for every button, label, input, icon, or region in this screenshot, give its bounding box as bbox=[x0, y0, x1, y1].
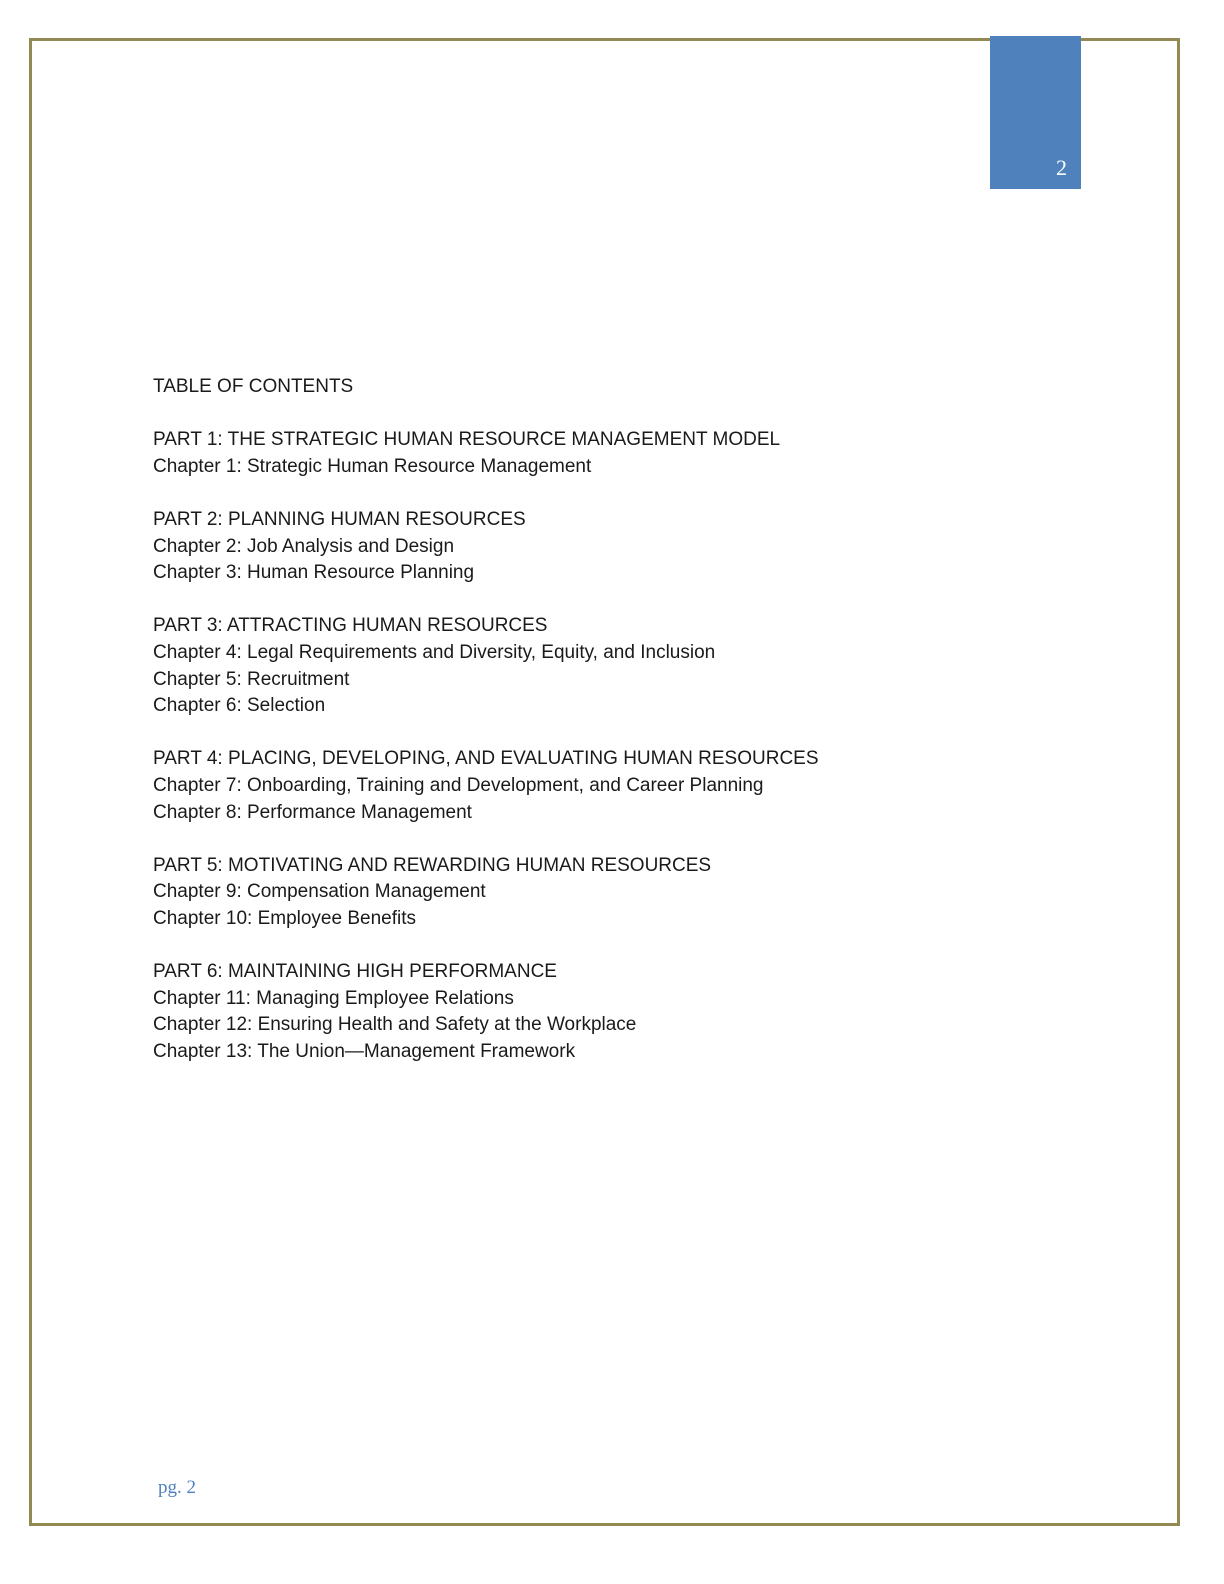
chapter-entry: Chapter 1: Strategic Human Resource Management bbox=[153, 455, 592, 477]
toc-part-4 bbox=[153, 746, 973, 826]
toc-part-6 bbox=[153, 959, 973, 1065]
page-number-tab bbox=[990, 36, 1081, 189]
chapter-entry: Chapter 3: Human Resource Planning bbox=[153, 562, 475, 584]
toc-title: TABLE OF CONTENTS bbox=[153, 376, 354, 397]
part-title: PART 3: ATTRACTING HUMAN RESOURCES bbox=[153, 615, 548, 637]
chapter-entry: Chapter 12: Ensuring Health and Safety at the Workplace bbox=[153, 1014, 637, 1036]
toc-part-3 bbox=[153, 613, 973, 719]
chapter-entry: Chapter 2: Job Analysis and Design bbox=[153, 535, 455, 557]
footer-page-label: pg. 2 bbox=[158, 1477, 196, 1498]
chapter-entry: Chapter 7: Onboarding, Training and Development, and Career Planning bbox=[153, 774, 764, 796]
chapter-entry: Chapter 5: Recruitment bbox=[153, 668, 350, 690]
header-page-number: 2 bbox=[1056, 155, 1067, 180]
toc-part-5 bbox=[153, 853, 973, 933]
table-of-contents bbox=[153, 374, 973, 1092]
part-title: PART 2: PLANNING HUMAN RESOURCES bbox=[153, 508, 526, 530]
toc-part-1 bbox=[153, 427, 973, 480]
chapter-entry: Chapter 9: Compensation Management bbox=[153, 881, 486, 903]
chapter-entry: Chapter 6: Selection bbox=[153, 695, 326, 717]
chapter-entry: Chapter 13: The Union—Management Framework bbox=[153, 1040, 576, 1062]
chapter-entry: Chapter 4: Legal Requirements and Diversity, Equity, and Inclusion bbox=[153, 641, 716, 663]
part-title: PART 6: MAINTAINING HIGH PERFORMANCE bbox=[153, 961, 557, 983]
part-title: PART 5: MOTIVATING AND REWARDING HUMAN RESOURCES bbox=[153, 854, 712, 876]
chapter-entry: Chapter 11: Managing Employee Relations bbox=[153, 987, 514, 1009]
chapter-entry: Chapter 10: Employee Benefits bbox=[153, 907, 416, 929]
toc-part-2 bbox=[153, 507, 973, 587]
part-title: PART 4: PLACING, DEVELOPING, AND EVALUATING HUMAN RESOURCES bbox=[153, 748, 819, 770]
part-title: PART 1: THE STRATEGIC HUMAN RESOURCE MANAGEMENT MODEL bbox=[153, 429, 781, 451]
chapter-entry: Chapter 8: Performance Management bbox=[153, 801, 472, 823]
